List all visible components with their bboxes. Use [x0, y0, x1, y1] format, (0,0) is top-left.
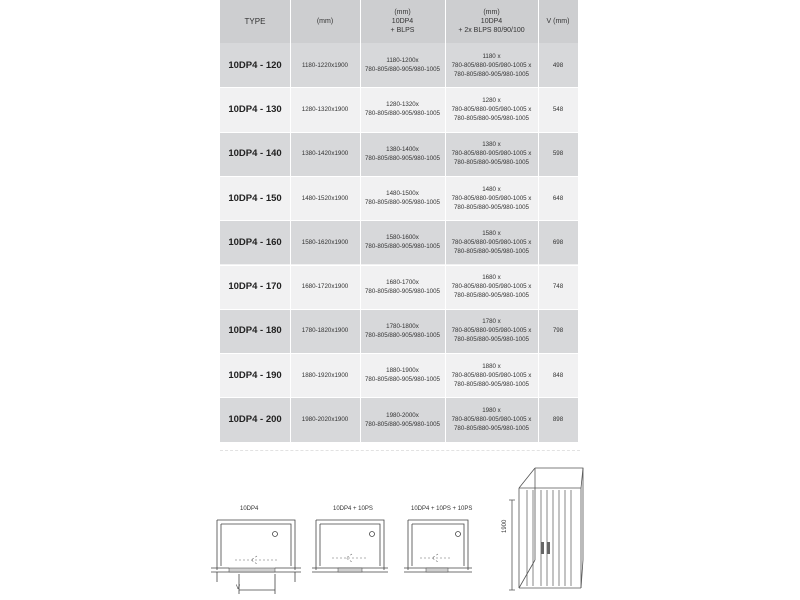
header-blps: (mm) 10DP4 + BLPS	[390, 9, 415, 34]
header-size: (mm)	[316, 18, 334, 25]
blps-cell: 1180-1200x 780-805/880-905/980-1005	[364, 57, 440, 74]
blps-cell: 1280-1320x 780-805/880-905/980-1005	[364, 101, 440, 118]
blps2-cell: 1180 x 780-805/880-905/980-1005 x 780-805/880-905/980-1005	[451, 52, 532, 78]
size-cell: 1680-1720x1900	[301, 283, 349, 291]
v-cell: 898	[552, 416, 564, 424]
table-row	[220, 132, 578, 176]
blps2-cell: 1680 x 780-805/880-905/980-1005 x 780-805/880-905/980-1005	[451, 274, 532, 300]
blps2-cell: 1580 x 780-805/880-905/980-1005 x 780-805/880-905/980-1005	[451, 229, 532, 255]
v-dimension-label: V	[236, 585, 241, 591]
v-cell: 798	[552, 327, 564, 335]
shower-3d-drawing	[505, 460, 595, 600]
blps2-cell: 1980 x 780-805/880-905/980-1005 x 780-805/880-905/980-1005	[451, 407, 532, 433]
table-row	[220, 43, 578, 87]
type-cell: 10DP4 - 190	[228, 369, 282, 381]
v-cell: 498	[552, 61, 564, 69]
height-dimension-label: 1900	[502, 519, 508, 533]
v-cell: 848	[552, 371, 564, 379]
v-cell: 748	[552, 283, 564, 291]
plan-label-10dp4-10ps: 10DP4 + 10PS	[333, 506, 373, 512]
v-cell: 698	[552, 238, 564, 246]
table-row	[220, 397, 578, 441]
blps-cell: 1980-2000x 780-805/880-905/980-1005	[364, 411, 440, 428]
blps2-cell: 1480 x 780-805/880-905/980-1005 x 780-805/880-905/980-1005	[451, 185, 532, 211]
blps-cell: 1480-1500x 780-805/880-905/980-1005	[364, 190, 440, 207]
table-header	[220, 0, 578, 43]
plan-label-10dp4: 10DP4	[240, 506, 259, 512]
blps-cell: 1780-1800x 780-805/880-905/980-1005	[364, 322, 440, 339]
type-cell: 10DP4 - 120	[228, 59, 282, 71]
header-2x-blps: (mm) 10DP4 + 2x BLPS 80/90/100	[458, 9, 525, 34]
type-cell: 10DP4 - 130	[228, 103, 282, 115]
plan-drawing-10dp4-10ps	[308, 510, 398, 580]
table-row	[220, 87, 578, 131]
size-cell: 1880-1920x1900	[301, 371, 349, 379]
plan-drawing-10dp4	[205, 510, 305, 600]
v-cell: 598	[552, 150, 564, 158]
table-row	[220, 176, 578, 220]
v-cell: 548	[552, 105, 564, 113]
plan-label-10dp4-10ps-10ps: 10DP4 + 10PS + 10PS	[411, 506, 473, 512]
size-cell: 1780-1820x1900	[301, 327, 349, 335]
size-cell: 1480-1520x1900	[301, 194, 349, 202]
blps2-cell: 1880 x 780-805/880-905/980-1005 x 780-805/880-905/980-1005	[451, 362, 532, 388]
type-cell: 10DP4 - 200	[228, 414, 282, 426]
blps2-cell: 1380 x 780-805/880-905/980-1005 x 780-805/880-905/980-1005	[451, 141, 532, 167]
table-row	[220, 309, 578, 353]
blps-cell: 1580-1600x 780-805/880-905/980-1005	[364, 234, 440, 251]
size-cell: 1980-2020x1900	[301, 416, 349, 424]
size-cell: 1380-1420x1900	[301, 150, 349, 158]
table-row	[220, 265, 578, 309]
table-row	[220, 353, 578, 397]
blps-cell: 1380-1400x 780-805/880-905/980-1005	[364, 145, 440, 162]
type-cell: 10DP4 - 170	[228, 281, 282, 293]
type-cell: 10DP4 - 140	[228, 148, 282, 160]
blps-cell: 1880-1900x 780-805/880-905/980-1005	[364, 367, 440, 384]
spec-table	[220, 0, 578, 442]
blps2-cell: 1780 x 780-805/880-905/980-1005 x 780-805/880-905/980-1005	[451, 318, 532, 344]
table-row	[220, 220, 578, 264]
blps-cell: 1680-1700x 780-805/880-905/980-1005	[364, 278, 440, 295]
size-cell: 1180-1220x1900	[302, 61, 348, 69]
size-cell: 1280-1320x1900	[301, 105, 349, 113]
blps2-cell: 1280 x 780-805/880-905/980-1005 x 780-805/880-905/980-1005	[451, 96, 532, 122]
type-cell: 10DP4 - 160	[228, 236, 282, 248]
type-cell: 10DP4 - 150	[228, 192, 282, 204]
type-cell: 10DP4 - 180	[228, 325, 282, 337]
separator-line	[220, 450, 580, 452]
size-cell: 1580-1620x1900	[301, 238, 349, 246]
plan-drawing-10dp4-10ps-10ps	[400, 510, 480, 580]
header-type: TYPE	[244, 17, 266, 26]
header-v: V (mm)	[546, 18, 570, 25]
v-cell: 648	[552, 194, 564, 202]
